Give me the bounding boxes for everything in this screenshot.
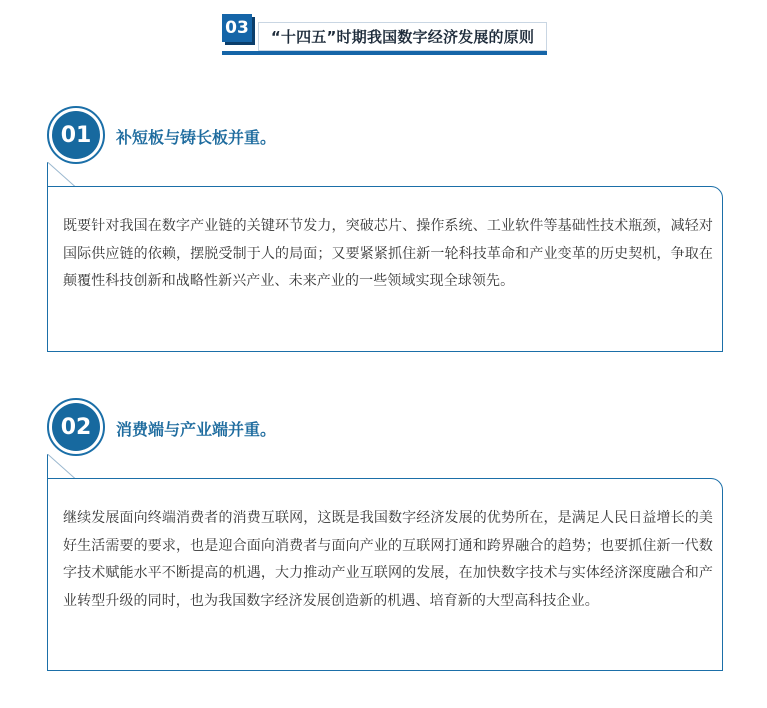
callout-pointer [47,162,87,188]
content-box [47,478,723,671]
number-badge-label: 02 [52,403,100,451]
section-title: “十四五”时期我国数字经济发展的原则 [270,28,535,46]
number-badge [47,106,105,164]
item-text: 继续发展面向终端消费者的消费互联网，这既是我国数字经济发展的优势所在，是满足人民日益增长的美好生活需要的要求，也是迎合面向消费者与面向产业的互联网打通和跨界融合的趋势；也要抓住新一代数字技术赋能水平不断提高的机遇，大力推动产业互联网的发展，在加快数字技术与实体经济深度融合和产业转型升级的同时，也为我国数字经济发展创造新的机遇、培育新的大型高科技企业。 [63,510,713,609]
section-number: 03 [222,14,252,42]
item-title: 消费端与产业端并重。 [116,420,277,439]
section-header [222,11,547,53]
section-title-box [258,22,547,51]
item-title: 补短板与铸长板并重。 [116,128,277,147]
callout-pointer [47,454,87,480]
number-badge-label: 01 [52,111,100,159]
section-underline [222,51,547,55]
number-badge [47,398,105,456]
item-text: 既要针对我国在数字产业链的关键环节发力，突破芯片、操作系统、工业软件等基础性技术瓶颈，减轻对国际供应链的依赖，摆脱受制于人的局面；又要紧紧抓住新一轮科技革命和产业变革的历史契机，争取在颠覆性科技创新和战略性新兴产业、未来产业的一些领域实现全球领先。 [63,218,713,289]
content-box [47,186,723,352]
